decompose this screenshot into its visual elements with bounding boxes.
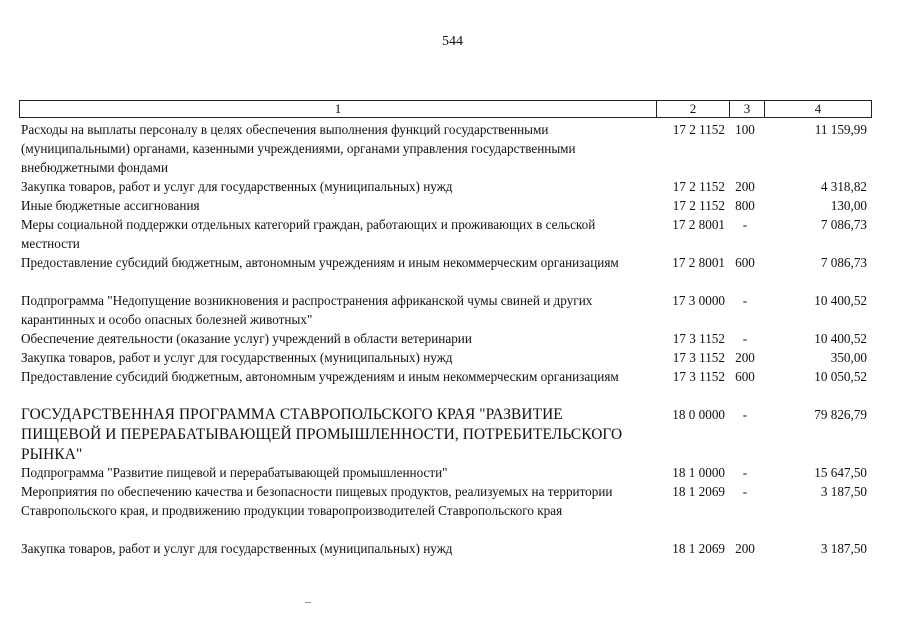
header-col-2: 2 <box>689 101 697 116</box>
row-name: Подпрограмма "Развитие пищевой и перерабатывающей промышленности" <box>21 465 448 480</box>
row-code: 18 1 2069 <box>672 484 725 499</box>
row-name: Подпрограмма "Недопущение возникновения и распространения африканской чумы свиней и других карантинных и особо опасных болезней животных" <box>21 293 593 327</box>
row-name: Закупка товаров, работ и услуг для государственных (муниципальных) нужд <box>21 350 453 365</box>
table-row <box>0 253 905 291</box>
row-code: 17 3 1152 <box>672 331 725 346</box>
table-row <box>0 463 905 482</box>
row-code: 17 3 0000 <box>672 293 725 308</box>
table-row <box>0 367 905 405</box>
row-amount: 350,00 <box>830 350 867 365</box>
row-name: Меры социальной поддержки отдельных категорий граждан, работающих и проживающих в сельской местности <box>21 217 596 251</box>
row-code: 17 3 1152 <box>672 350 725 365</box>
row-kind: 600 <box>735 369 755 384</box>
row-amount: 10 400,52 <box>814 293 867 308</box>
table-row <box>0 120 905 177</box>
row-name: Обеспечение деятельности (оказание услуг) учреждений в области ветеринарии <box>21 331 472 346</box>
row-name: Закупка товаров, работ и услуг для государственных (муниципальных) нужд <box>21 541 453 556</box>
row-kind: - <box>742 331 748 346</box>
row-kind: - <box>742 484 748 499</box>
header-col-3: 3 <box>743 101 751 116</box>
row-code: 17 2 1152 <box>672 122 725 137</box>
row-name: Предоставление субсидий бюджетным, автономным учреждениям и иным некоммерческим организациям <box>21 369 619 384</box>
row-kind: - <box>742 407 748 422</box>
row-code: 17 2 1152 <box>672 198 725 213</box>
row-name: Расходы на выплаты персоналу в целях обеспечения выполнения функций государственными (муниципальными) органами, казенными учреждениями, органами управления государственными внебюджетными фондами <box>21 122 576 175</box>
table-row <box>0 291 905 329</box>
table-row <box>0 196 905 215</box>
row-name: Иные бюджетные ассигнования <box>21 198 200 213</box>
row-amount: 7 086,73 <box>820 255 867 270</box>
row-code: 18 0 0000 <box>672 407 725 422</box>
row-amount: 79 826,79 <box>814 407 867 422</box>
table-row <box>0 539 905 558</box>
row-kind: 200 <box>735 179 755 194</box>
row-name: Предоставление субсидий бюджетным, автономным учреждениям и иным некоммерческим организациям <box>21 255 619 270</box>
row-kind: 600 <box>735 255 755 270</box>
row-amount: 7 086,73 <box>820 217 867 232</box>
row-code: 17 2 8001 <box>672 217 725 232</box>
row-name: Мероприятия по обеспечению качества и безопасности пищевых продуктов, реализуемых на территории Ставропольского края, и продвижению продукции товаропроизводителей Ставропольского края <box>21 484 613 518</box>
row-amount: 11 159,99 <box>814 122 867 137</box>
header-col-4: 4 <box>814 101 822 116</box>
budget-table-body <box>0 120 905 558</box>
row-amount: 10 050,52 <box>814 369 867 384</box>
table-row <box>0 177 905 196</box>
row-code: 18 1 2069 <box>672 541 725 556</box>
row-amount: 3 187,50 <box>820 541 867 556</box>
row-amount: 3 187,50 <box>820 484 867 499</box>
row-code: 17 2 8001 <box>672 255 725 270</box>
header-col-1: 1 <box>334 101 342 116</box>
table-row <box>0 348 905 367</box>
table-row <box>0 329 905 348</box>
table-row <box>0 405 905 463</box>
row-name: Закупка товаров, работ и услуг для государственных (муниципальных) нужд <box>21 179 453 194</box>
row-name: ГОСУДАРСТВЕННАЯ ПРОГРАММА СТАВРОПОЛЬСКОГО КРАЯ "РАЗВИТИЕ ПИЩЕВОЙ И ПЕРЕРАБАТЫВАЮЩЕЙ ПРОМЫШЛЕННОСТИ, ПОТРЕБИТЕЛЬСКОГО РЫНКА" <box>21 406 623 463</box>
row-kind: 100 <box>735 122 755 137</box>
row-code: 18 1 0000 <box>672 465 725 480</box>
table-row <box>0 215 905 253</box>
page-number: 544 <box>442 34 463 49</box>
row-kind: - <box>742 293 748 308</box>
table-row <box>0 482 905 539</box>
row-code: 17 3 1152 <box>672 369 725 384</box>
row-amount: 15 647,50 <box>814 465 867 480</box>
row-amount: 4 318,82 <box>820 179 867 194</box>
scan-speck <box>305 602 311 603</box>
row-amount: 10 400,52 <box>814 331 867 346</box>
table-header <box>19 100 872 118</box>
row-code: 17 2 1152 <box>672 179 725 194</box>
row-kind: - <box>742 465 748 480</box>
row-kind: 200 <box>735 350 755 365</box>
row-kind: - <box>742 217 748 232</box>
row-kind: 800 <box>735 198 755 213</box>
row-kind: 200 <box>735 541 755 556</box>
row-amount: 130,00 <box>830 198 867 213</box>
